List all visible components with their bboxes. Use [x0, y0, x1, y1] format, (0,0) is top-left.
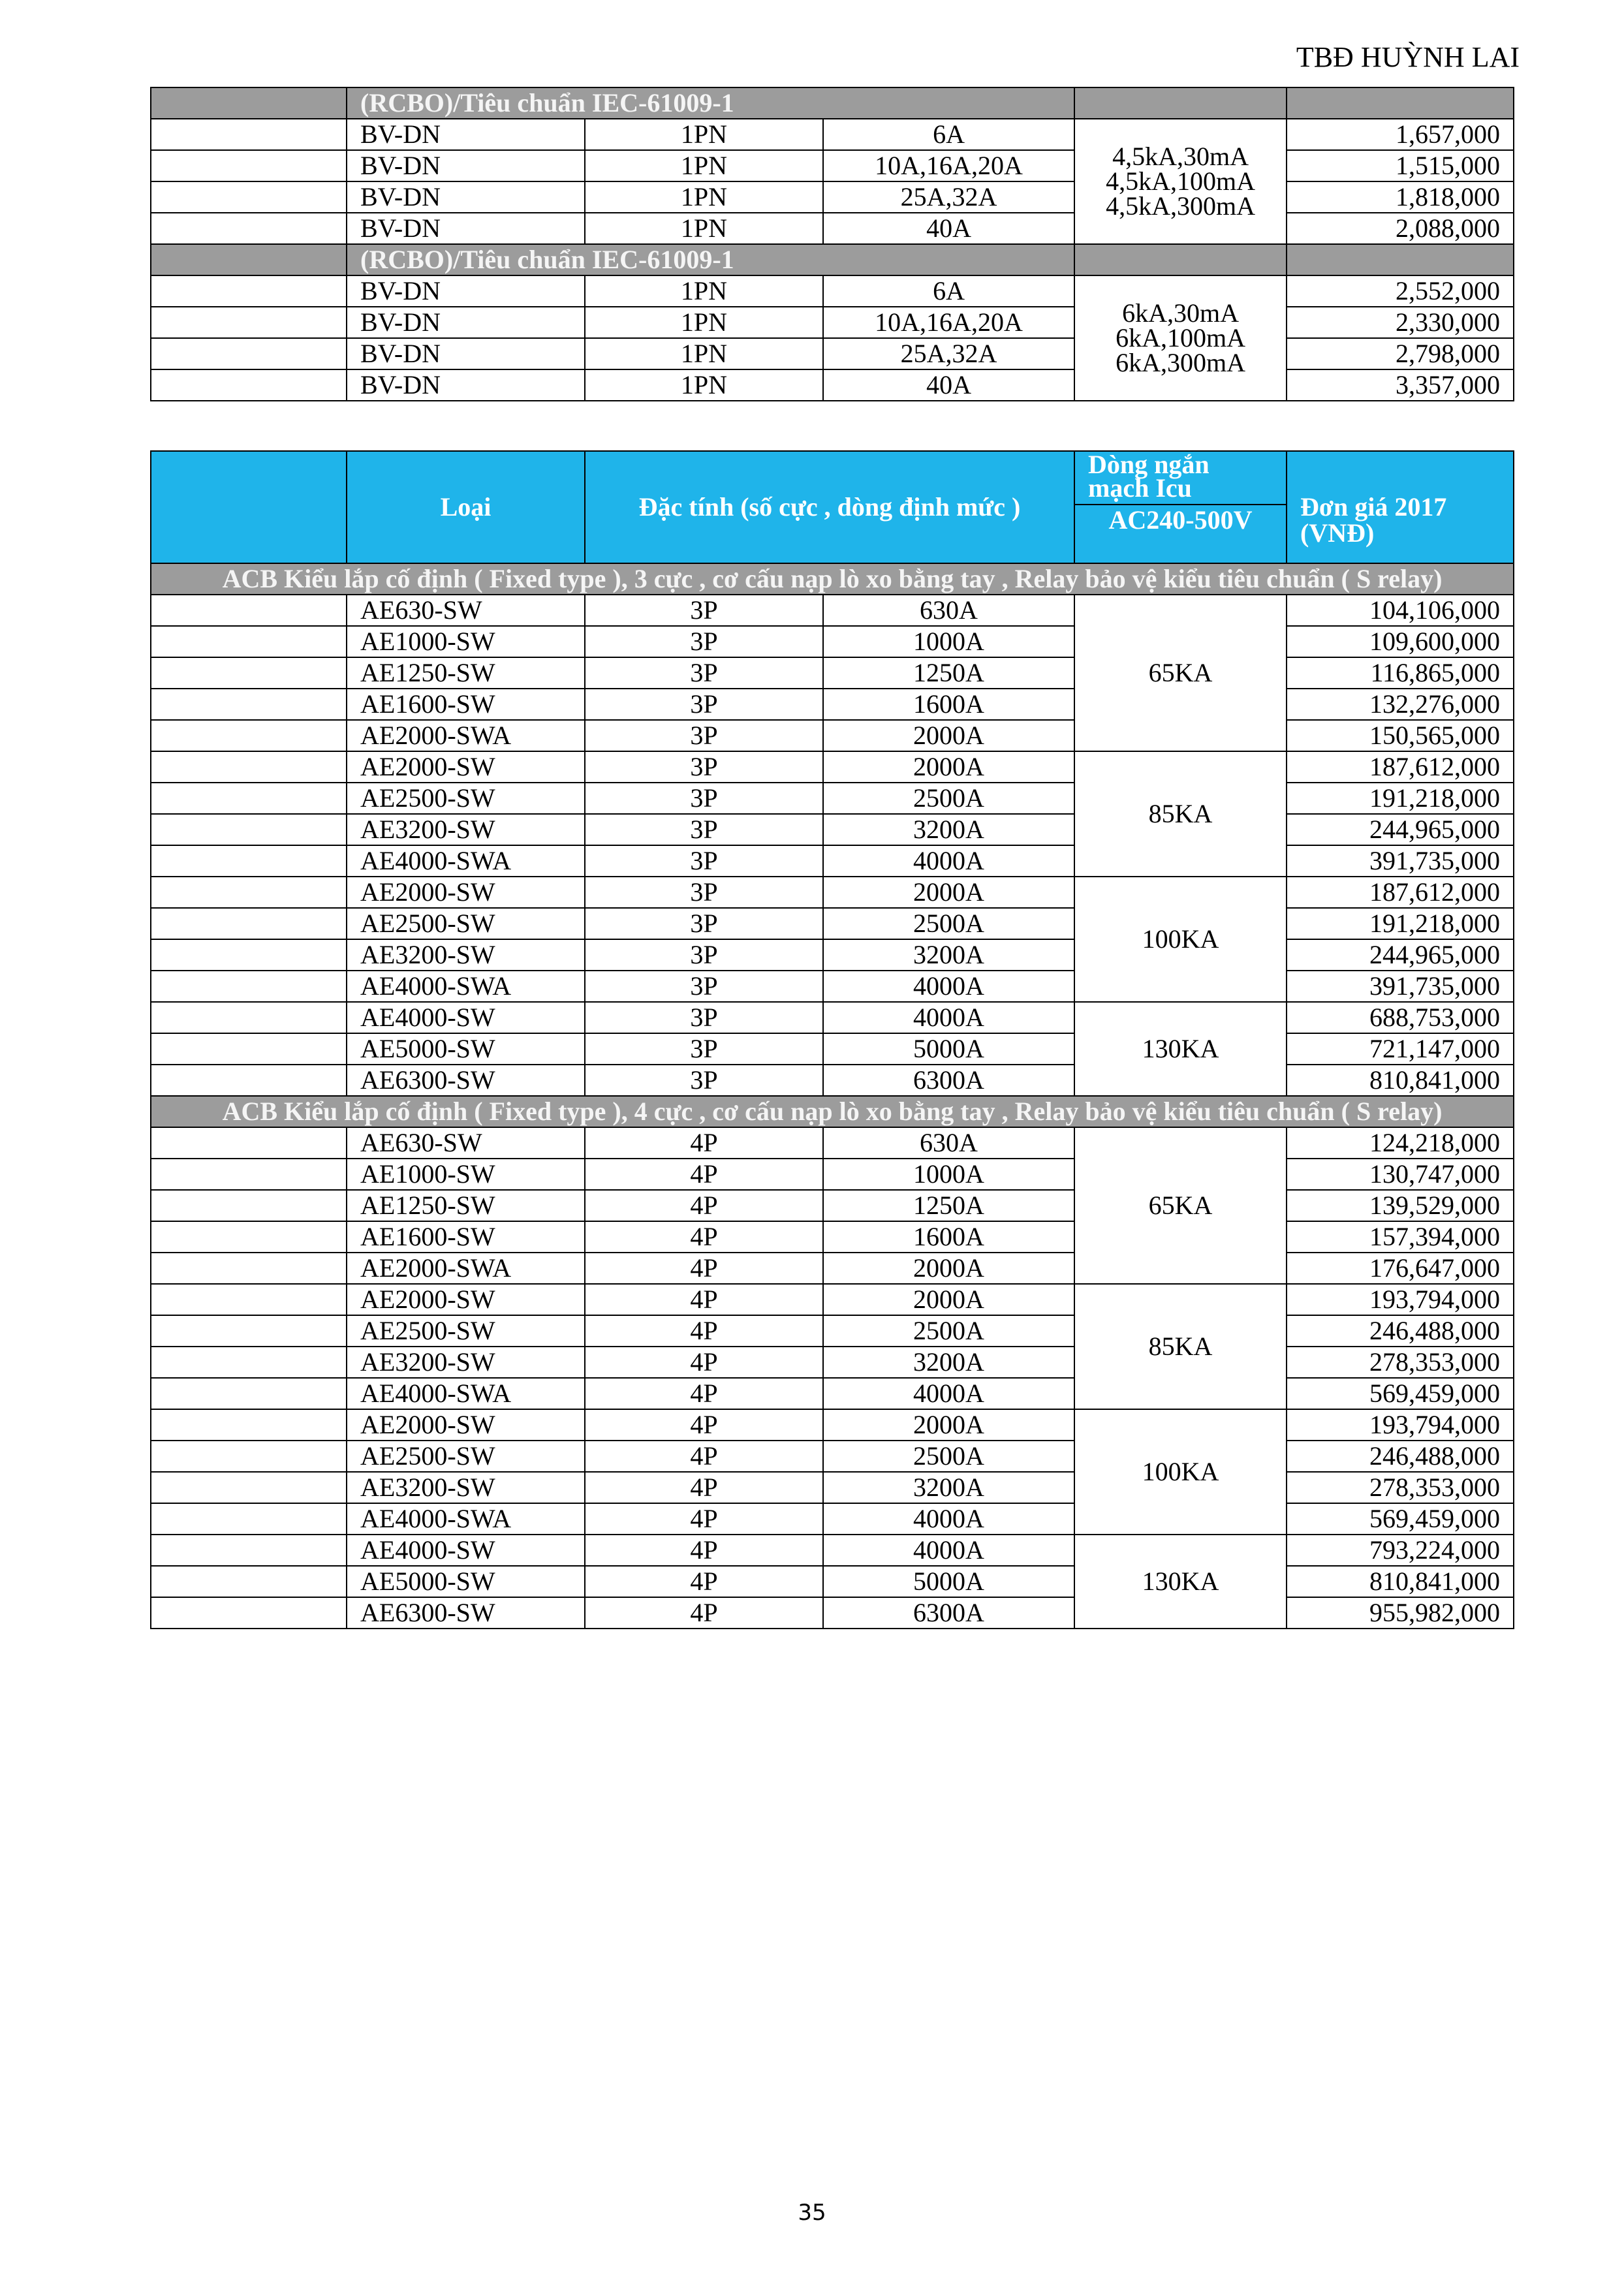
company-name: TBĐ HUỲNH LAI: [1296, 41, 1520, 73]
table-row: [151, 908, 1514, 939]
short-circuit-capacity: 85KA: [1074, 751, 1287, 877]
rated-current: 630A: [823, 595, 1074, 626]
blank-cell: [151, 1347, 347, 1378]
product-type: AE2000-SW: [347, 1284, 585, 1315]
unit-price: 1,657,000: [1287, 119, 1514, 150]
section-title-row: [151, 87, 1514, 119]
table-header-row: [151, 451, 1514, 563]
blank-cell: [151, 720, 347, 751]
rated-current: 2500A: [823, 908, 1074, 939]
blank-cell: [151, 1409, 347, 1441]
blank-cell: [1287, 87, 1514, 119]
pole-count: 4P: [585, 1378, 823, 1409]
short-circuit-capacity: 65KA: [1074, 595, 1287, 751]
table-row: [151, 720, 1514, 751]
rcbo-price-table: [150, 87, 1514, 401]
product-type: AE4000-SW: [347, 1535, 585, 1566]
breaking-line: 4,5kA,300mA: [1106, 191, 1255, 221]
header-icu-voltage: AC240-500V: [1075, 504, 1286, 537]
rated-current: 6A: [823, 119, 1074, 150]
breaking-line: 6kA,30mA: [1122, 298, 1239, 328]
pole-count: 3P: [585, 657, 823, 689]
unit-price: 810,841,000: [1287, 1065, 1514, 1096]
blank-cell: [151, 939, 347, 971]
product-type: AE4000-SWA: [347, 971, 585, 1002]
table-row: [151, 213, 1514, 244]
product-type: AE2000-SWA: [347, 720, 585, 751]
product-type: AE1000-SW: [347, 626, 585, 657]
rated-current: 1250A: [823, 1190, 1074, 1221]
rated-current: 4000A: [823, 1002, 1074, 1033]
unit-price: 793,224,000: [1287, 1535, 1514, 1566]
unit-price: 1,515,000: [1287, 150, 1514, 181]
unit-price: 109,600,000: [1287, 626, 1514, 657]
table-row: [151, 1472, 1514, 1503]
pole-count: 4P: [585, 1221, 823, 1253]
blank-cell: [151, 1503, 347, 1535]
header-type: Loại: [347, 451, 585, 563]
blank-cell: [151, 87, 347, 119]
section-title: ACB Kiểu lắp cố định ( Fixed type ), 3 cực , cơ cấu nạp lò xo bằng tay , Relay bảo vệ kiểu tiêu chuẩn ( S relay): [151, 563, 1514, 595]
product-type: AE3200-SW: [347, 814, 585, 845]
blank-cell: [151, 181, 347, 213]
product-type: AE3200-SW: [347, 1347, 585, 1378]
product-type: AE2000-SW: [347, 1409, 585, 1441]
unit-price: 688,753,000: [1287, 1002, 1514, 1033]
blank-cell: [151, 1221, 347, 1253]
rated-current: 6300A: [823, 1065, 1074, 1096]
pole-count: 3P: [585, 971, 823, 1002]
rated-current: 2500A: [823, 1315, 1074, 1347]
table-row: [151, 1535, 1514, 1566]
rated-current: 2000A: [823, 751, 1074, 783]
short-circuit-capacity: 65KA: [1074, 1127, 1287, 1284]
pole-count: 3P: [585, 939, 823, 971]
table-row: [151, 783, 1514, 814]
pole-count: 3P: [585, 814, 823, 845]
unit-price: 150,565,000: [1287, 720, 1514, 751]
blank-cell: [151, 1127, 347, 1159]
product-type: AE2000-SWA: [347, 1253, 585, 1284]
table-row: [151, 1378, 1514, 1409]
acb-price-table: [150, 450, 1514, 1629]
blank-cell: [151, 689, 347, 720]
product-type: AE3200-SW: [347, 1472, 585, 1503]
unit-price: 2,552,000: [1287, 275, 1514, 307]
table-row: [151, 119, 1514, 150]
section-title: ACB Kiểu lắp cố định ( Fixed type ), 4 cực , cơ cấu nạp lò xo bằng tay , Relay bảo vệ kiểu tiêu chuẩn ( S relay): [151, 1096, 1514, 1127]
pole-count: 1PN: [585, 119, 823, 150]
blank-cell: [1074, 244, 1287, 275]
unit-price: 2,798,000: [1287, 338, 1514, 369]
blank-cell: [151, 1190, 347, 1221]
header-blank: [151, 451, 347, 563]
table-row: [151, 814, 1514, 845]
table-row: [151, 1159, 1514, 1190]
unit-price: 187,612,000: [1287, 877, 1514, 908]
pole-count: 3P: [585, 845, 823, 877]
pole-count: 1PN: [585, 369, 823, 401]
blank-cell: [151, 877, 347, 908]
header-icu-label: Dòng ngắn mạch Icu: [1088, 451, 1210, 503]
product-type: BV-DN: [347, 338, 585, 369]
blank-cell: [151, 908, 347, 939]
blank-cell: [151, 1253, 347, 1284]
product-type: AE1000-SW: [347, 1159, 585, 1190]
table-row: [151, 338, 1514, 369]
blank-cell: [151, 1159, 347, 1190]
section-title: (RCBO)/Tiêu chuẩn IEC-61009-1: [347, 244, 1074, 275]
pole-count: 3P: [585, 1065, 823, 1096]
table-row: [151, 657, 1514, 689]
table-row: [151, 971, 1514, 1002]
unit-price: 193,794,000: [1287, 1409, 1514, 1441]
unit-price: 187,612,000: [1287, 751, 1514, 783]
blank-cell: [151, 1535, 347, 1566]
unit-price: 191,218,000: [1287, 908, 1514, 939]
blank-cell: [151, 275, 347, 307]
product-type: BV-DN: [347, 213, 585, 244]
table-row: [151, 877, 1514, 908]
blank-cell: [151, 1597, 347, 1629]
pole-count: 1PN: [585, 213, 823, 244]
product-type: AE1250-SW: [347, 657, 585, 689]
pole-count: 3P: [585, 689, 823, 720]
pole-count: 1PN: [585, 338, 823, 369]
pole-count: 1PN: [585, 181, 823, 213]
breaking-line: 6kA,300mA: [1116, 348, 1245, 377]
rated-current: 40A: [823, 213, 1074, 244]
rated-current: 10A,16A,20A: [823, 150, 1074, 181]
product-type: BV-DN: [347, 150, 585, 181]
pole-count: 4P: [585, 1472, 823, 1503]
unit-price: 244,965,000: [1287, 939, 1514, 971]
table-row: [151, 1347, 1514, 1378]
rated-current: 4000A: [823, 971, 1074, 1002]
product-type: AE6300-SW: [347, 1065, 585, 1096]
pole-count: 1PN: [585, 150, 823, 181]
rated-current: 3200A: [823, 1347, 1074, 1378]
blank-cell: [151, 1566, 347, 1597]
unit-price: 157,394,000: [1287, 1221, 1514, 1253]
unit-price: 2,330,000: [1287, 307, 1514, 338]
table-row: [151, 1409, 1514, 1441]
table-row: [151, 1033, 1514, 1065]
table-row: [151, 1597, 1514, 1629]
pole-count: 4P: [585, 1253, 823, 1284]
product-type: AE3200-SW: [347, 939, 585, 971]
blank-cell: [151, 119, 347, 150]
blank-cell: [151, 657, 347, 689]
table-row: [151, 1503, 1514, 1535]
pole-count: 4P: [585, 1347, 823, 1378]
blank-cell: [151, 213, 347, 244]
header-icu: [1074, 451, 1287, 563]
table-row: [151, 1566, 1514, 1597]
product-type: AE2500-SW: [347, 1441, 585, 1472]
table-row: [151, 181, 1514, 213]
breaking-line: 4,5kA,30mA: [1112, 142, 1249, 171]
unit-price: 955,982,000: [1287, 1597, 1514, 1629]
blank-cell: [151, 1441, 347, 1472]
unit-price: 391,735,000: [1287, 845, 1514, 877]
blank-cell: [1074, 87, 1287, 119]
rated-current: 2000A: [823, 1284, 1074, 1315]
table-row: [151, 1127, 1514, 1159]
table-row: [151, 150, 1514, 181]
product-type: AE4000-SW: [347, 1002, 585, 1033]
product-type: BV-DN: [347, 119, 585, 150]
rated-current: 2000A: [823, 877, 1074, 908]
pole-count: 3P: [585, 751, 823, 783]
table-row: [151, 369, 1514, 401]
unit-price: 2,088,000: [1287, 213, 1514, 244]
pole-count: 3P: [585, 720, 823, 751]
unit-price: 569,459,000: [1287, 1378, 1514, 1409]
breaking-capacity: [1074, 275, 1287, 401]
product-type: AE2500-SW: [347, 908, 585, 939]
table-row: [151, 1065, 1514, 1096]
section-title-row: [151, 1096, 1514, 1127]
pole-count: 4P: [585, 1127, 823, 1159]
rated-current: 5000A: [823, 1566, 1074, 1597]
pole-count: 4P: [585, 1409, 823, 1441]
rated-current: 630A: [823, 1127, 1074, 1159]
pole-count: 1PN: [585, 307, 823, 338]
unit-price: 124,218,000: [1287, 1127, 1514, 1159]
rated-current: 3200A: [823, 1472, 1074, 1503]
blank-cell: [151, 369, 347, 401]
breaking-line: 4,5kA,100mA: [1106, 166, 1255, 196]
short-circuit-capacity: 100KA: [1074, 877, 1287, 1002]
pole-count: 4P: [585, 1441, 823, 1472]
blank-cell: [151, 150, 347, 181]
table-row: [151, 1284, 1514, 1315]
rated-current: 25A,32A: [823, 181, 1074, 213]
rated-current: 4000A: [823, 1378, 1074, 1409]
blank-cell: [151, 1065, 347, 1096]
unit-price: 1,818,000: [1287, 181, 1514, 213]
blank-cell: [151, 814, 347, 845]
pole-count: 4P: [585, 1190, 823, 1221]
rated-current: 1000A: [823, 626, 1074, 657]
pole-count: 3P: [585, 783, 823, 814]
unit-price: 278,353,000: [1287, 1472, 1514, 1503]
product-type: AE2500-SW: [347, 1315, 585, 1347]
product-type: AE5000-SW: [347, 1566, 585, 1597]
rated-current: 4000A: [823, 1535, 1074, 1566]
table-row: [151, 1253, 1514, 1284]
rated-current: 3200A: [823, 814, 1074, 845]
rated-current: 25A,32A: [823, 338, 1074, 369]
pole-count: 3P: [585, 1033, 823, 1065]
product-type: AE5000-SW: [347, 1033, 585, 1065]
table-row: [151, 1190, 1514, 1221]
unit-price: 246,488,000: [1287, 1441, 1514, 1472]
product-type: AE2000-SW: [347, 877, 585, 908]
unit-price: 246,488,000: [1287, 1315, 1514, 1347]
unit-price: 391,735,000: [1287, 971, 1514, 1002]
table-row: [151, 845, 1514, 877]
rated-current: 10A,16A,20A: [823, 307, 1074, 338]
unit-price: 721,147,000: [1287, 1033, 1514, 1065]
blank-cell: [151, 595, 347, 626]
section-title-row: [151, 563, 1514, 595]
rated-current: 2500A: [823, 1441, 1074, 1472]
rated-current: 3200A: [823, 939, 1074, 971]
rated-current: 1600A: [823, 1221, 1074, 1253]
pole-count: 4P: [585, 1159, 823, 1190]
pole-count: 3P: [585, 877, 823, 908]
table-row: [151, 939, 1514, 971]
pole-count: 3P: [585, 626, 823, 657]
product-type: BV-DN: [347, 369, 585, 401]
rated-current: 5000A: [823, 1033, 1074, 1065]
pole-count: 3P: [585, 1002, 823, 1033]
blank-cell: [151, 1378, 347, 1409]
rated-current: 4000A: [823, 845, 1074, 877]
blank-cell: [151, 971, 347, 1002]
unit-price: 116,865,000: [1287, 657, 1514, 689]
product-type: AE2500-SW: [347, 783, 585, 814]
table-row: [151, 275, 1514, 307]
rated-current: 2000A: [823, 1253, 1074, 1284]
unit-price: 132,276,000: [1287, 689, 1514, 720]
unit-price: 139,529,000: [1287, 1190, 1514, 1221]
table-row: [151, 1441, 1514, 1472]
pole-count: 4P: [585, 1315, 823, 1347]
blank-cell: [151, 244, 347, 275]
pole-count: 3P: [585, 908, 823, 939]
breaking-capacity: [1074, 119, 1287, 244]
blank-cell: [151, 845, 347, 877]
unit-price: 176,647,000: [1287, 1253, 1514, 1284]
section-title-row: [151, 244, 1514, 275]
header-spec: Đặc tính (số cực , dòng định mức ): [585, 451, 1074, 563]
table-row: [151, 1221, 1514, 1253]
product-type: AE4000-SWA: [347, 845, 585, 877]
rated-current: 1000A: [823, 1159, 1074, 1190]
product-type: AE6300-SW: [347, 1597, 585, 1629]
table-row: [151, 595, 1514, 626]
rated-current: 2000A: [823, 720, 1074, 751]
pole-count: 4P: [585, 1597, 823, 1629]
blank-cell: [151, 307, 347, 338]
blank-cell: [151, 1472, 347, 1503]
rated-current: 6300A: [823, 1597, 1074, 1629]
table-row: [151, 626, 1514, 657]
product-type: AE4000-SWA: [347, 1503, 585, 1535]
header-price: Đơn giá 2017 (VNĐ): [1287, 451, 1514, 563]
pole-count: 4P: [585, 1566, 823, 1597]
product-type: AE2000-SW: [347, 751, 585, 783]
product-type: BV-DN: [347, 181, 585, 213]
blank-cell: [151, 783, 347, 814]
pole-count: 4P: [585, 1503, 823, 1535]
product-type: AE630-SW: [347, 1127, 585, 1159]
short-circuit-capacity: 85KA: [1074, 1284, 1287, 1409]
blank-cell: [151, 1033, 347, 1065]
blank-cell: [151, 626, 347, 657]
product-type: BV-DN: [347, 275, 585, 307]
pole-count: 3P: [585, 595, 823, 626]
short-circuit-capacity: 100KA: [1074, 1409, 1287, 1535]
product-type: AE1250-SW: [347, 1190, 585, 1221]
unit-price: 104,106,000: [1287, 595, 1514, 626]
product-type: AE1600-SW: [347, 1221, 585, 1253]
unit-price: 3,357,000: [1287, 369, 1514, 401]
unit-price: 130,747,000: [1287, 1159, 1514, 1190]
pole-count: 4P: [585, 1284, 823, 1315]
rated-current: 6A: [823, 275, 1074, 307]
rated-current: 4000A: [823, 1503, 1074, 1535]
rated-current: 2500A: [823, 783, 1074, 814]
rated-current: 40A: [823, 369, 1074, 401]
unit-price: 278,353,000: [1287, 1347, 1514, 1378]
section-title: (RCBO)/Tiêu chuẩn IEC-61009-1: [347, 87, 1074, 119]
blank-cell: [151, 1284, 347, 1315]
rated-current: 1250A: [823, 657, 1074, 689]
unit-price: 810,841,000: [1287, 1566, 1514, 1597]
unit-price: 191,218,000: [1287, 783, 1514, 814]
blank-cell: [151, 1315, 347, 1347]
rated-current: 1600A: [823, 689, 1074, 720]
pole-count: 1PN: [585, 275, 823, 307]
table-row: [151, 1002, 1514, 1033]
table-row: [151, 689, 1514, 720]
product-type: AE630-SW: [347, 595, 585, 626]
blank-cell: [1287, 244, 1514, 275]
blank-cell: [151, 338, 347, 369]
table-row: [151, 751, 1514, 783]
page-number: 35: [798, 2200, 826, 2226]
pole-count: 4P: [585, 1535, 823, 1566]
product-type: BV-DN: [347, 307, 585, 338]
blank-cell: [151, 751, 347, 783]
unit-price: 193,794,000: [1287, 1284, 1514, 1315]
table-row: [151, 1315, 1514, 1347]
short-circuit-capacity: 130KA: [1074, 1002, 1287, 1096]
unit-price: 244,965,000: [1287, 814, 1514, 845]
table-row: [151, 307, 1514, 338]
breaking-line: 6kA,100mA: [1116, 323, 1245, 352]
product-type: AE4000-SWA: [347, 1378, 585, 1409]
unit-price: 569,459,000: [1287, 1503, 1514, 1535]
product-type: AE1600-SW: [347, 689, 585, 720]
rated-current: 2000A: [823, 1409, 1074, 1441]
short-circuit-capacity: 130KA: [1074, 1535, 1287, 1629]
blank-cell: [151, 1002, 347, 1033]
